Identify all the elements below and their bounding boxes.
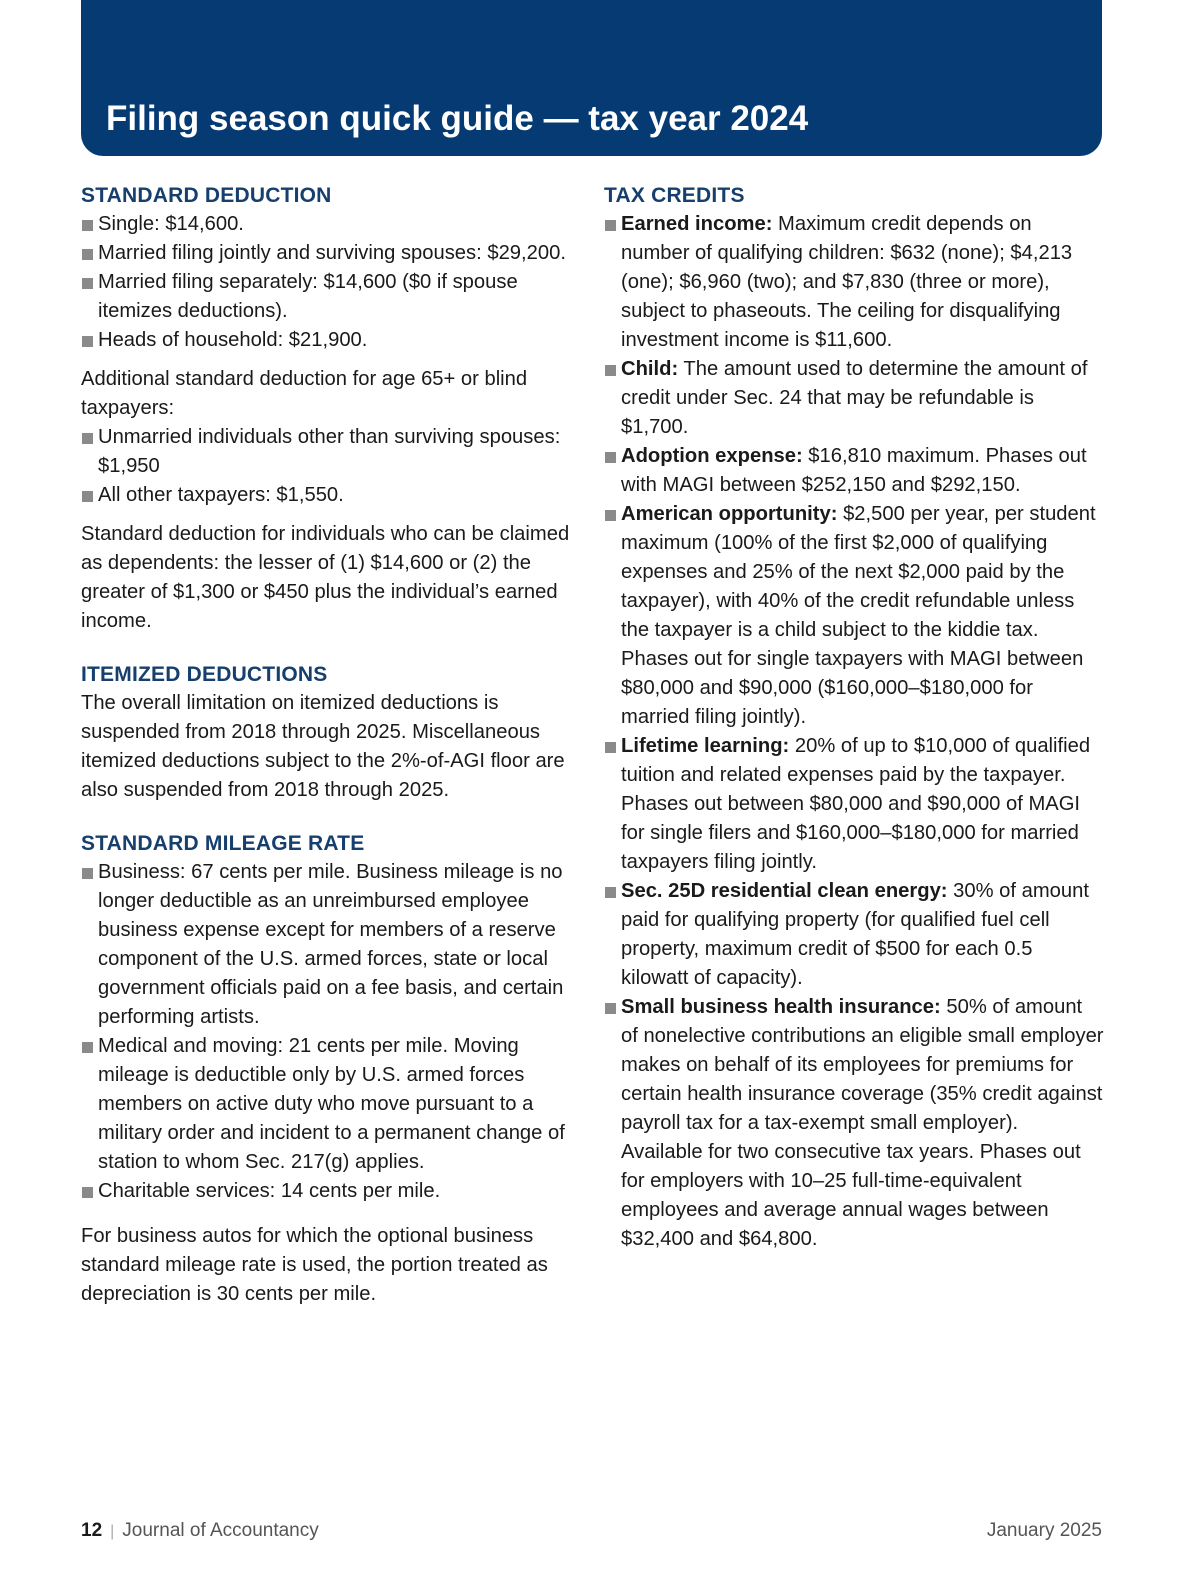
list-item	[604, 877, 1104, 993]
page-title: Filing season quick guide — tax year 2024	[106, 99, 809, 138]
item-text: $16,810 maximum. Phases out with MAGI between $252,150 and $292,150.	[621, 445, 1087, 496]
mileage-rate-section	[81, 829, 581, 1309]
item-label: Small business health insurance:	[621, 996, 941, 1018]
bullet-list	[81, 210, 581, 355]
section-heading: ITEMIZED DEDUCTIONS	[81, 663, 328, 686]
item-text: $2,500 per year, per student maximum (100% of the first $2,000 of qualifying expenses and 25% of the next $2,000 paid by the taxpayer), with 40% of the credit refundable unless the taxpayer is a child subject to the kiddie tax. Phases out for single taxpayers with MAGI between $80,000 and $90,000 ($160,000–$180,000 for married filing jointly).	[621, 503, 1096, 728]
list-item: Married filing separately: $14,600 ($0 if spouse itemizes deductions).	[81, 268, 581, 326]
right-column	[604, 181, 1104, 1278]
list-item: Medical and moving: 21 cents per mile. Moving mileage is deductible only by U.S. armed forces members on active duty who move pursuant to a military order and incident to a permanent change of station to whom Sec. 217(g) applies.	[81, 1032, 581, 1177]
standard-deduction-section	[81, 181, 581, 636]
item-text: Maximum credit depends on number of qualifying children: $632 (none); $4,213 (one); $6,960 (two); and $7,830 (three or more), subject to phaseouts. The ceiling for disqualifying investment income is $11,600.	[621, 213, 1073, 351]
list-item	[604, 993, 1104, 1254]
issue-date: January 2025	[986, 1520, 1102, 1541]
list-item: Charitable services: 14 cents per mile.	[81, 1177, 581, 1206]
item-label: Earned income:	[621, 213, 773, 235]
section-heading: STANDARD DEDUCTION	[81, 184, 332, 207]
paragraph: Additional standard deduction for age 65+ or blind taxpayers:	[81, 368, 528, 419]
list-item	[604, 500, 1104, 732]
paragraph: For business autos for which the optional business standard mileage rate is used, the portion treated as depreciation is 30 cents per mile.	[81, 1225, 548, 1305]
item-label: Lifetime learning:	[621, 735, 790, 757]
item-label: Sec. 25D residential clean energy:	[621, 880, 948, 902]
list-item: Heads of household: $21,900.	[81, 326, 581, 355]
list-item: All other taxpayers: $1,550.	[81, 481, 581, 510]
tax-credits-section	[604, 181, 1104, 1254]
paragraph: Standard deduction for individuals who can be claimed as dependents: the lesser of (1) $14,600 or (2) the greater of $1,300 or $450 plus the individual’s earned income.	[81, 523, 570, 632]
list-item: Unmarried individuals other than surviving spouses: $1,950	[81, 423, 581, 481]
publication-name: Journal of Accountancy	[122, 1520, 319, 1541]
footer-separator: |	[110, 1523, 115, 1540]
item-label: American opportunity:	[621, 503, 838, 525]
bullet-list	[81, 858, 581, 1206]
item-text: 20% of up to $10,000 of qualified tuition and related expenses paid by the taxpayer. Phases out between $80,000 and $90,000 of MAGI for single filers and $160,000–$180,000 for married taxpayers filing jointly.	[621, 735, 1091, 873]
item-text: 30% of amount paid for qualifying property (for qualified fuel cell property, maximum credit of $500 for each 0.5 kilowatt of capacity).	[621, 880, 1089, 989]
list-item: Business: 67 cents per mile. Business mileage is no longer deductible as an unreimbursed employee business expense except for members of a reserve component of the U.S. armed forces, state or local government officials paid on a fee basis, and certain performing artists.	[81, 858, 581, 1032]
item-text: The amount used to determine the amount of credit under Sec. 24 that may be refundable is $1,700.	[621, 358, 1088, 438]
page-number: 12	[81, 1520, 103, 1541]
left-column	[81, 181, 581, 1333]
section-heading: TAX CREDITS	[604, 184, 745, 207]
title-banner	[81, 0, 1102, 156]
list-item	[604, 355, 1104, 442]
bullet-list	[81, 423, 581, 510]
page-footer	[81, 1516, 1102, 1546]
paragraph: The overall limitation on itemized deductions is suspended from 2018 through 2025. Miscellaneous itemized deductions subject to the 2%-of-AGI floor are also suspended from 2018 through 2025.	[81, 692, 565, 801]
item-label: Adoption expense:	[621, 445, 803, 467]
section-heading: STANDARD MILEAGE RATE	[81, 832, 365, 855]
list-item	[604, 210, 1104, 355]
list-item: Single: $14,600.	[81, 210, 581, 239]
item-label: Child:	[621, 358, 679, 380]
itemized-deductions-section	[81, 660, 581, 805]
item-text: 50% of amount of nonelective contributions an eligible small employer makes on behalf of its employees for premiums for certain health insurance coverage (35% credit against payroll tax for a tax-exempt small employer). Available for two consecutive tax years. Phases out for employers with 10–25 full-time-equivalent employees and average annual wages between $32,400 and $64,800.	[621, 996, 1104, 1250]
list-item	[604, 442, 1104, 500]
bullet-list	[604, 210, 1104, 1254]
list-item	[604, 732, 1104, 877]
list-item: Married filing jointly and surviving spouses: $29,200.	[81, 239, 581, 268]
